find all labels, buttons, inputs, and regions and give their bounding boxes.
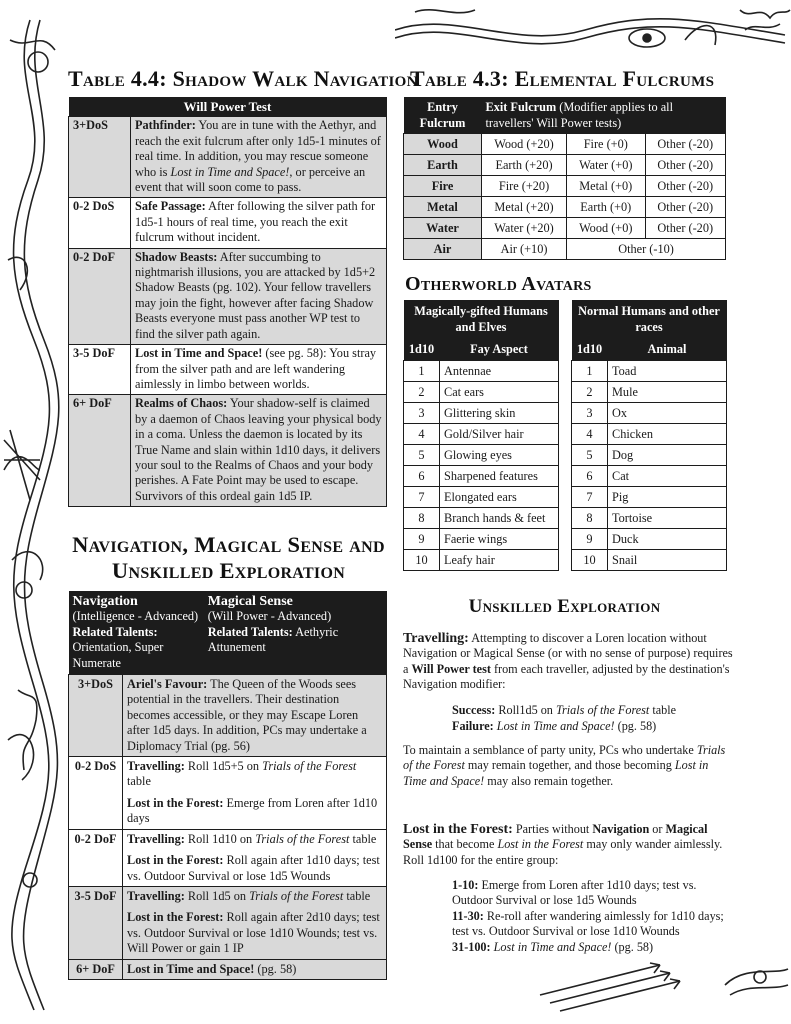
- exit-cell: Other (-20): [645, 176, 725, 197]
- table-row: [69, 886, 387, 959]
- result-text-end: , or perceive an event that will soon come to pass.: [135, 164, 366, 195]
- animal-cell: Tortoise: [608, 508, 727, 529]
- table-row: [69, 198, 387, 248]
- result-name: Lost in Time and Space!: [127, 961, 255, 976]
- roll-cell: 1: [572, 361, 608, 382]
- exit-cell: Metal (+0): [567, 176, 645, 197]
- result-name: Shadow Beasts:: [135, 249, 218, 264]
- degree-label: 6+ DoF: [69, 959, 123, 979]
- result-cell: [123, 757, 387, 830]
- aspect-cell: Antennae: [440, 361, 559, 382]
- table-row: [572, 403, 727, 424]
- exit-cell: Water (+20): [482, 218, 567, 239]
- fay-aspect-table: [403, 300, 559, 571]
- travelling-label: Travelling:: [127, 759, 185, 774]
- table-row: [572, 445, 727, 466]
- arrows-border-bottom: [520, 955, 791, 1015]
- roll-cell: 6: [404, 466, 440, 487]
- degree-label: 3-5 DoF: [69, 345, 131, 395]
- table-row: [69, 757, 387, 830]
- aspect-cell: Branch hands & feet: [440, 508, 559, 529]
- result-text: (pg. 58): [254, 961, 297, 976]
- exit-cell: Other (-20): [645, 218, 725, 239]
- result-italic: Lost in Time and Space!: [493, 939, 612, 954]
- table-row: [404, 155, 726, 176]
- talents-list: Orientation, Super Numerate: [72, 640, 164, 670]
- table-row: [404, 403, 559, 424]
- table-row: [572, 529, 727, 550]
- roll-cell: 9: [572, 529, 608, 550]
- exit-cell: Other (-10): [567, 239, 726, 260]
- failure-italic: Lost in Time and Space!: [496, 719, 615, 733]
- navigation-skill-header: [69, 591, 204, 675]
- exit-fulcrum-note: (Modifier applies to all travellers' Will Power tests): [485, 100, 673, 130]
- travelling-label: Travelling:: [127, 831, 185, 846]
- animal-cell: Dog: [608, 445, 727, 466]
- elemental-fulcrums-table: [403, 97, 726, 260]
- exit-cell: Earth (+20): [482, 155, 567, 176]
- lost-text-end: may only wander aimlessly. Roll 1d100 for the entire group:: [403, 837, 723, 867]
- lost-label: Lost in the Forest:: [127, 910, 224, 925]
- exit-cell: Fire (+0): [567, 134, 645, 155]
- travelling-text-end: table: [349, 831, 377, 846]
- result-line: [452, 909, 732, 940]
- exit-fulcrum-header: [482, 97, 726, 134]
- table-row: [404, 445, 559, 466]
- navigation-table: [68, 591, 387, 980]
- result-cell: [131, 345, 387, 395]
- roll-cell: 4: [572, 424, 608, 445]
- travelling-lead: Travelling:: [403, 631, 469, 646]
- roll-results: [452, 878, 732, 955]
- entry-cell: Water: [404, 218, 482, 239]
- failure-text: (pg. 58): [614, 719, 657, 733]
- lost-label: Lost in the Forest:: [127, 853, 224, 868]
- result-text: The Queen of the Woods sees potential in the travellers. Their destination becomes accessible, or they may Escape Loren after 1d5 days. In addition, PCs may undertake a Diplomacy Trial (pg. 56): [127, 677, 367, 753]
- travelling-text-end: table: [343, 888, 371, 903]
- aspect-cell: Elongated ears: [440, 487, 559, 508]
- result-text: Your shadow-self is claimed by a daemon of Chaos leaving your physical body in a coma. Unless the daemon is located by its True Name and slain within 1d10 days, it delivers your soul to the Realms of Chaos and your body perishes. A Fate Point may be used to escape. Survivors of this ordeal gain 1d5 IP.: [135, 396, 382, 503]
- animal-cell: Snail: [608, 550, 727, 571]
- result-text-end: (pg. 58): [611, 939, 654, 954]
- navigation-term: Navigation: [592, 822, 650, 836]
- roll-cell: 1: [404, 361, 440, 382]
- travelling-text-end: table: [127, 774, 151, 789]
- table-row: [572, 382, 727, 403]
- table-row: [69, 395, 387, 507]
- table-row: [69, 675, 387, 757]
- table-row: [572, 508, 727, 529]
- navigation-header-row: [69, 591, 387, 675]
- magical-sense-header: [204, 591, 387, 675]
- table-row: [404, 218, 726, 239]
- aspect-cell: Sharpened features: [440, 466, 559, 487]
- result-range: 31-100:: [452, 939, 491, 954]
- roll-column-header: 1d10: [572, 338, 608, 361]
- result-cell: [123, 829, 387, 886]
- aspect-cell: Gold/Silver hair: [440, 424, 559, 445]
- roll-cell: 3: [404, 403, 440, 424]
- lost-lead: Lost in the Forest:: [403, 822, 513, 837]
- will-power-test-term: Will Power test: [411, 661, 491, 676]
- success-line: [452, 703, 732, 718]
- table-row: [404, 361, 559, 382]
- table-row: [572, 487, 727, 508]
- exit-cell: Wood (+0): [567, 218, 645, 239]
- unity-text-end: may also remain together.: [484, 773, 614, 788]
- result-name: Realms of Chaos:: [135, 396, 228, 411]
- travelling-label: Travelling:: [127, 888, 185, 903]
- degree-label: 6+ DoF: [69, 395, 131, 507]
- talents-list: Aethyric Attunement: [207, 624, 339, 655]
- table-row: [404, 550, 559, 571]
- skill-type: (Intelligence - Advanced): [72, 609, 199, 624]
- vine-border-left: [0, 0, 62, 1024]
- table-row: [572, 361, 727, 382]
- title-line-1: Navigation, Magical Sense and: [72, 532, 385, 557]
- animal-cell: Duck: [608, 529, 727, 550]
- party-unity-paragraph: [403, 743, 733, 789]
- result-italic: Lost in Time and Space!: [170, 164, 290, 179]
- aspect-cell: Glittering skin: [440, 403, 559, 424]
- roll-cell: 9: [404, 529, 440, 550]
- entry-fulcrum-header: Entry Fulcrum: [404, 97, 482, 134]
- skill-name: Navigation: [72, 594, 138, 609]
- unity-text: To maintain a semblance of party unity, PCs who undertake: [403, 743, 697, 757]
- fay-aspect-group-header: Magically-gifted Humans and Elves: [404, 300, 559, 338]
- result-cell: [123, 675, 387, 757]
- aspect-cell: Glowing eyes: [440, 445, 559, 466]
- aspect-column-header: Fay Aspect: [440, 338, 559, 361]
- success-italic: Trials of the Forest: [555, 703, 650, 717]
- exit-cell: Water (+0): [567, 155, 645, 176]
- result-cell: [131, 248, 387, 344]
- roll-cell: 2: [572, 382, 608, 403]
- aspect-cell: Leafy hair: [440, 550, 559, 571]
- roll-cell: 6: [572, 466, 608, 487]
- result-line: [452, 940, 732, 955]
- degree-label: 3+DoS: [69, 117, 131, 198]
- lost-italic: Lost in the Forest: [497, 837, 584, 852]
- talents-label: Related Talents:: [207, 624, 293, 639]
- title-line-2: Unskilled Exploration: [111, 558, 346, 583]
- roll-cell: 7: [404, 487, 440, 508]
- table-row: [572, 424, 727, 445]
- exit-cell: Earth (+0): [567, 197, 645, 218]
- otherworld-avatars-title: Otherworld Avatars: [405, 273, 592, 295]
- travelling-paragraph: [403, 631, 733, 693]
- travelling-text: Roll 1d5+5 on: [184, 759, 263, 774]
- travelling-text-end: from each traveller, adjusted by the destination's Navigation modifier:: [403, 661, 730, 692]
- degree-label: 0-2 DoF: [69, 248, 131, 344]
- animal-cell: Toad: [608, 361, 727, 382]
- success-label: Success:: [452, 703, 496, 717]
- table-row: [404, 424, 559, 445]
- entry-cell: Air: [404, 239, 482, 260]
- exit-cell: Metal (+20): [482, 197, 567, 218]
- exit-cell: Air (+10): [482, 239, 567, 260]
- entry-cell: Fire: [404, 176, 482, 197]
- table-row: [69, 829, 387, 886]
- roll-cell: 10: [404, 550, 440, 571]
- lost-text-or: or: [649, 822, 666, 836]
- result-cell: [123, 886, 387, 959]
- result-cell: [131, 198, 387, 248]
- table-row: [404, 466, 559, 487]
- talents-label: Related Talents:: [72, 624, 158, 639]
- unity-italic-2: Lost in Time and Space!: [403, 758, 709, 788]
- unskilled-exploration-title: Unskilled Exploration: [468, 596, 661, 617]
- result-text: Re-roll after wandering aimlessly for 1d10 days; test vs. Outdoor Survival or lose 1d10 Wounds: [452, 908, 724, 939]
- exit-cell: Other (-20): [645, 197, 725, 218]
- entry-cell: Wood: [404, 134, 482, 155]
- travelling-italic: Trials of the Forest: [249, 888, 344, 903]
- roll-cell: 5: [572, 445, 608, 466]
- shadow-walk-table: [68, 97, 387, 507]
- failure-label: Failure:: [452, 719, 494, 733]
- result-range: 11-30:: [452, 908, 484, 923]
- travelling-italic: Trials of the Forest: [255, 831, 350, 846]
- table-4-3-title: Table 4.3: Elemental Fulcrums: [410, 66, 715, 91]
- success-text: Roll1d5 on: [495, 703, 556, 717]
- lost-text-mid: that become: [432, 837, 498, 852]
- unity-italic-1: Trials of the Forest: [403, 743, 726, 773]
- table-row: [404, 529, 559, 550]
- animal-column-header: Animal: [608, 338, 727, 361]
- roll-cell: 4: [404, 424, 440, 445]
- table-row: [69, 959, 387, 979]
- result-name: Lost in Time and Space!: [135, 346, 263, 361]
- lost-text: Roll again after 1d10 days; test vs. Outdoor Survival or lose 1d5 Wounds: [127, 853, 380, 883]
- travelling-italic: Trials of the Forest: [262, 759, 357, 774]
- skill-type: (Will Power - Advanced): [207, 609, 332, 624]
- exit-cell: Other (-20): [645, 155, 725, 176]
- success-text-end: table: [649, 703, 677, 717]
- animal-table: [571, 300, 727, 571]
- roll-cell: 10: [572, 550, 608, 571]
- lost-in-forest-paragraph: [403, 822, 733, 868]
- table-row: [404, 176, 726, 197]
- result-text: Emerge from Loren after 1d10 days; test vs. Outdoor Survival or lose 1d5 Wounds: [452, 878, 697, 908]
- degree-label: 0-2 DoS: [69, 757, 123, 830]
- exit-cell: Fire (+20): [482, 176, 567, 197]
- result-name: Safe Passage:: [135, 199, 206, 214]
- result-name: Pathfinder:: [135, 118, 196, 133]
- result-name: Ariel's Favour:: [127, 677, 208, 692]
- table-row: [404, 508, 559, 529]
- result-cell: [131, 395, 387, 507]
- lost-text: Roll again after 2d10 days; test vs. Outdoor Survival or lose 1d10 Wounds; test vs. Will Power or gain 1 IP: [127, 910, 380, 956]
- table-row: [572, 466, 727, 487]
- table-row: [404, 134, 726, 155]
- table-row: [69, 117, 387, 198]
- degree-label: 3-5 DoF: [69, 886, 123, 959]
- roll-cell: 8: [572, 508, 608, 529]
- will-power-test-header: Will Power Test: [69, 97, 387, 117]
- degree-label: 0-2 DoF: [69, 829, 123, 886]
- animal-cell: Chicken: [608, 424, 727, 445]
- travelling-text: Roll 1d5 on: [184, 888, 250, 903]
- roll-cell: 3: [572, 403, 608, 424]
- exit-cell: Other (-20): [645, 134, 725, 155]
- table-row: [404, 382, 559, 403]
- animal-cell: Cat: [608, 466, 727, 487]
- navigation-section-title: [66, 532, 391, 584]
- lost-text: Emerge from Loren after 1d10 days: [127, 795, 378, 826]
- entry-cell: Earth: [404, 155, 482, 176]
- table-row: [572, 550, 727, 571]
- failure-line: [452, 719, 732, 734]
- lost-text: Parties without: [512, 822, 593, 836]
- degree-label: 0-2 DoS: [69, 198, 131, 248]
- skill-name: Magical Sense: [207, 594, 293, 609]
- table-row: [404, 197, 726, 218]
- result-text: (see pg. 58): You stray from the silver path and are left wandering aimlessly in limbo between worlds.: [135, 346, 377, 391]
- result-cell: [123, 959, 387, 979]
- travelling-text: Attempting to discover a Loren location without Navigation or Magical Sense (or with no sense of purpose) requires a: [403, 631, 733, 676]
- degree-label: 3+DoS: [69, 675, 123, 757]
- roll-cell: 8: [404, 508, 440, 529]
- result-text: After following the silver path for 1d5-1 hours of real time, you reach the exit fulcrum without incident.: [135, 199, 376, 245]
- exit-cell: Wood (+20): [482, 134, 567, 155]
- roll-cell: 5: [404, 445, 440, 466]
- table-row: [404, 487, 559, 508]
- animal-cell: Ox: [608, 403, 727, 424]
- table-row: [404, 239, 726, 260]
- table-4-4-title: Table 4.4: Shadow Walk Navigation: [68, 66, 418, 91]
- result-line: [452, 878, 732, 909]
- aspect-cell: Cat ears: [440, 382, 559, 403]
- table-row: [69, 345, 387, 395]
- roll-cell: 2: [404, 382, 440, 403]
- roll-column-header: 1d10: [404, 338, 440, 361]
- result-text: After succumbing to nightmarish illusions, you are attacked by 1d5+2 Shadow Beasts (pg. 102). Your fellow travellers may join the fight, however after facing Shadow Beasts everyone must pass another WP test to find the silver path again.: [135, 249, 376, 341]
- result-cell: [131, 117, 387, 198]
- aspect-cell: Faerie wings: [440, 529, 559, 550]
- lost-label: Lost in the Forest:: [127, 795, 224, 810]
- table-row: [69, 248, 387, 344]
- roll-cell: 7: [572, 487, 608, 508]
- result-text: You are in tune with the Aethyr, and reach the exit fulcrum after only 1d5-1 minutes of real time. In addition, you may rescue someone who is: [135, 118, 381, 179]
- result-range: 1-10:: [452, 878, 479, 892]
- animal-cell: Mule: [608, 382, 727, 403]
- animal-cell: Pig: [608, 487, 727, 508]
- entry-cell: Metal: [404, 197, 482, 218]
- vine-border-top: [395, 0, 791, 60]
- travelling-text: Roll 1d10 on: [184, 831, 256, 846]
- exit-fulcrum-label: Exit Fulcrum: [485, 100, 557, 114]
- animal-group-header: Normal Humans and other races: [572, 300, 727, 338]
- unity-text-mid: may remain together, and those becoming: [464, 758, 675, 773]
- magical-sense-term: Magical Sense: [403, 822, 708, 852]
